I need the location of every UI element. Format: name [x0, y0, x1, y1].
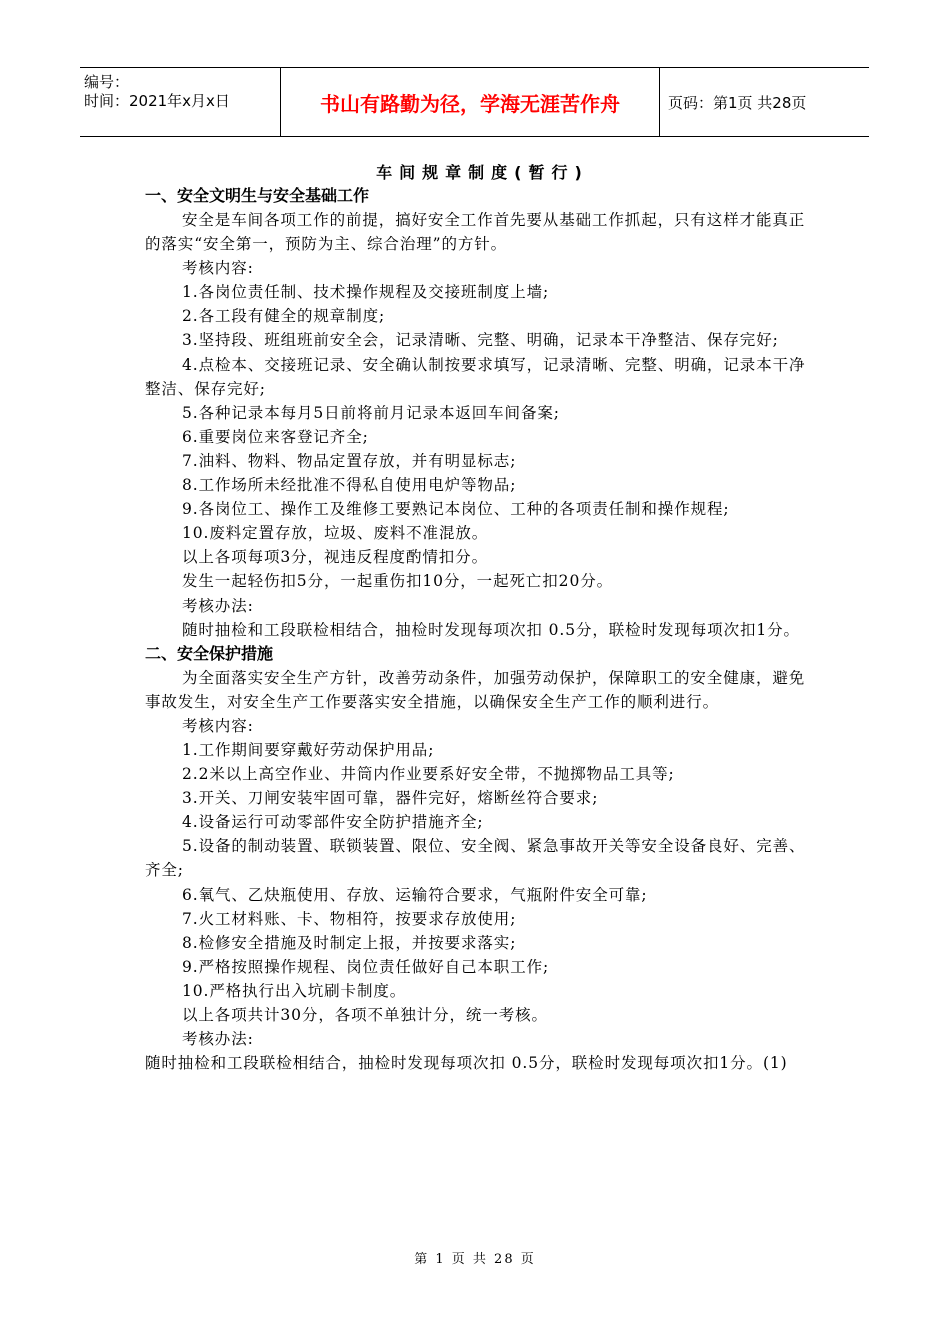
paragraph: 考核内容:	[182, 259, 254, 278]
list-item: 6.重要岗位来客登记齐全;	[182, 427, 369, 446]
paragraph: 以上各项每项3分，视违反程度酌情扣分。	[182, 548, 488, 567]
section-heading: 一、安全文明生与安全基础工作	[145, 186, 370, 205]
number-label: 编号：	[84, 73, 130, 91]
paragraph: 发生一起轻伤扣5分，一起重伤扣10分，一起死亡扣20分。	[182, 572, 614, 591]
paragraph: 安全是车间各项工作的前提，搞好安全工作首先要从基础工作抓起，只有这样才能真正的落实“安全第一，预防为主、综合治理”的方针。	[145, 211, 806, 254]
list-item: 1.各岗位责任制、技术操作规程及交接班制度上墙;	[182, 283, 550, 302]
header-meta-cell	[80, 68, 280, 136]
list-item: 2.各工段有健全的规章制度;	[182, 307, 386, 326]
page-header	[80, 67, 869, 137]
list-item: 3.坚持段、班组班前安全会，记录清晰、完整、明确，记录本干净整洁、保存完好;	[182, 331, 779, 350]
header-page-info: 页码：第1页 共28页	[668, 93, 807, 112]
list-item: 8.检修安全措施及时制定上报，并按要求落实;	[182, 933, 517, 952]
section-2-body	[145, 666, 820, 1076]
header-motto: 书山有路勤为径，学海无涯苦作舟	[320, 91, 620, 116]
list-item: 9.严格按照操作规程、岗位责任做好自己本职工作;	[182, 957, 550, 976]
paragraph: 考核办法:	[182, 1030, 254, 1049]
list-item: 9.各岗位工、操作工及维修工要熟记本岗位、工种的各项责任制和操作规程;	[182, 500, 730, 519]
document-title: 车间规章制度(暂行)	[376, 163, 589, 182]
list-item: 3.开关、刀闸安装牢固可靠，器件完好，熔断丝符合要求;	[182, 789, 599, 808]
list-item: 1.工作期间要穿戴好劳动保护用品;	[182, 740, 435, 759]
page-footer: 第 1 页 共 28 页	[414, 1252, 536, 1267]
list-item: 10.严格执行出入坑刷卡制度。	[182, 981, 407, 1000]
section-heading: 二、安全保护措施	[145, 643, 274, 663]
paragraph: 考核办法:	[182, 596, 254, 615]
paragraph: 随时抽检和工段联检相结合，抽检时发现每项次扣 0.5分，联检时发现每项次扣1分。(1)	[145, 1054, 788, 1073]
date-label: 时间：2021年x月x日	[84, 92, 230, 110]
list-item: 5.各种记录本每月5日前将前月记录本返回车间备案;	[182, 403, 560, 422]
list-item: 10.废料定置存放，垃圾、废料不准混放。	[182, 524, 489, 543]
document-body	[145, 161, 820, 1075]
list-item: 5.设备的制动装置、联锁装置、限位、安全阀、紧急事故开关等安全设备良好、完善、齐全;	[145, 837, 806, 880]
list-item: 4.设备运行可动零部件安全防护措施齐全;	[182, 813, 484, 832]
paragraph: 为全面落实安全生产方针，改善劳动条件，加强劳动保护，保障职工的安全健康，避免事故发生，对安全生产工作要落实安全措施，以确保安全生产工作的顺利进行。	[145, 668, 806, 711]
paragraph: 随时抽检和工段联检相结合，抽检时发现每项次扣 0.5分，联检时发现每项次扣1分。	[182, 620, 800, 639]
paragraph: 以上各项共计30分，各项不单独计分，统一考核。	[182, 1006, 548, 1024]
paragraph: 考核内容:	[182, 716, 254, 735]
list-item: 7.油料、物料、物品定置存放，并有明显标志;	[182, 451, 517, 470]
list-item: 4.点检本、交接班记录、安全确认制按要求填写，记录清晰、完整、明确，记录本干净整洁、保存完好;	[145, 355, 806, 398]
section-1-body	[145, 208, 820, 642]
list-item: 2.2米以上高空作业、井筒内作业要系好安全带，不抛掷物品工具等;	[182, 765, 675, 784]
list-item: 8.工作场所未经批准不得私自使用电炉等物品;	[182, 476, 517, 495]
list-item: 7.火工材料账、卡、物相符，按要求存放使用;	[182, 909, 517, 928]
list-item: 6.氧气、乙炔瓶使用、存放、运输符合要求，气瓶附件安全可靠;	[182, 885, 648, 904]
